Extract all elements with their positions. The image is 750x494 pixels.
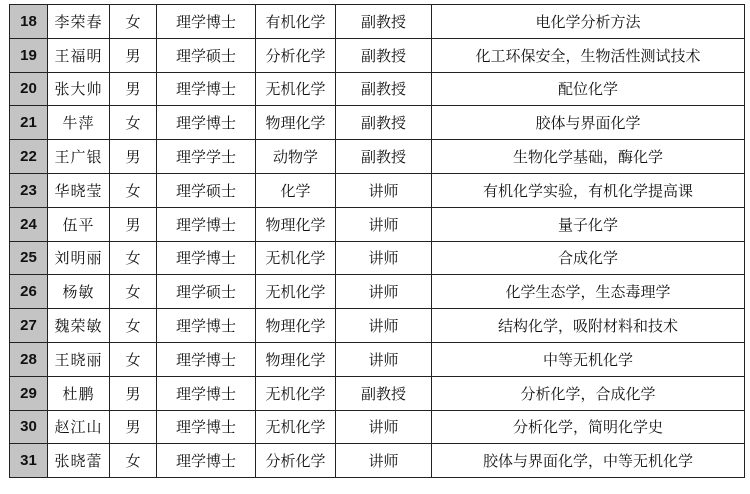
gender-cell: 女 xyxy=(110,106,157,140)
row-number-cell: 27 xyxy=(10,309,48,343)
table-row xyxy=(10,207,745,241)
name-cell: 刘明丽 xyxy=(48,241,110,275)
major-cell: 无机化学 xyxy=(256,72,336,106)
degree-cell: 理学博士 xyxy=(157,376,256,410)
row-number-cell: 26 xyxy=(10,275,48,309)
row-number-cell: 22 xyxy=(10,140,48,174)
major-cell: 物理化学 xyxy=(256,106,336,140)
name-cell: 王晓丽 xyxy=(48,342,110,376)
course-cell: 分析化学，合成化学 xyxy=(432,376,745,410)
gender-cell: 女 xyxy=(110,444,157,478)
name-cell: 伍平 xyxy=(48,207,110,241)
table-row xyxy=(10,309,745,343)
degree-cell: 理学博士 xyxy=(157,5,256,39)
gender-cell: 女 xyxy=(110,241,157,275)
gender-cell: 男 xyxy=(110,207,157,241)
degree-cell: 理学学士 xyxy=(157,140,256,174)
major-cell: 分析化学 xyxy=(256,444,336,478)
course-cell: 电化学分析方法 xyxy=(432,5,745,39)
gender-cell: 女 xyxy=(110,309,157,343)
degree-cell: 理学硕士 xyxy=(157,38,256,72)
table-row xyxy=(10,140,745,174)
name-cell: 张大帅 xyxy=(48,72,110,106)
name-cell: 赵江山 xyxy=(48,410,110,444)
course-cell: 胶体与界面化学，中等无机化学 xyxy=(432,444,745,478)
title-cell: 讲师 xyxy=(336,241,432,275)
title-cell: 讲师 xyxy=(336,173,432,207)
gender-cell: 女 xyxy=(110,173,157,207)
name-cell: 李荣春 xyxy=(48,5,110,39)
course-cell: 化学生态学，生态毒理学 xyxy=(432,275,745,309)
gender-cell: 女 xyxy=(110,275,157,309)
course-cell: 合成化学 xyxy=(432,241,745,275)
major-cell: 化学 xyxy=(256,173,336,207)
degree-cell: 理学硕士 xyxy=(157,275,256,309)
title-cell: 讲师 xyxy=(336,444,432,478)
name-cell: 张晓蕾 xyxy=(48,444,110,478)
major-cell: 分析化学 xyxy=(256,38,336,72)
row-number-cell: 19 xyxy=(10,38,48,72)
row-number-cell: 23 xyxy=(10,173,48,207)
table-row xyxy=(10,5,745,39)
course-cell: 中等无机化学 xyxy=(432,342,745,376)
name-cell: 王广银 xyxy=(48,140,110,174)
course-cell: 有机化学实验，有机化学提高课 xyxy=(432,173,745,207)
row-number-cell: 24 xyxy=(10,207,48,241)
gender-cell: 男 xyxy=(110,410,157,444)
title-cell: 副教授 xyxy=(336,38,432,72)
title-cell: 讲师 xyxy=(336,410,432,444)
table-row xyxy=(10,38,745,72)
row-number-cell: 29 xyxy=(10,376,48,410)
table-row xyxy=(10,444,745,478)
title-cell: 讲师 xyxy=(336,207,432,241)
name-cell: 魏荣敏 xyxy=(48,309,110,343)
row-number-cell: 25 xyxy=(10,241,48,275)
course-cell: 结构化学，吸附材料和技术 xyxy=(432,309,745,343)
degree-cell: 理学博士 xyxy=(157,410,256,444)
course-cell: 胶体与界面化学 xyxy=(432,106,745,140)
degree-cell: 理学博士 xyxy=(157,342,256,376)
course-cell: 量子化学 xyxy=(432,207,745,241)
table-row xyxy=(10,173,745,207)
name-cell: 牛萍 xyxy=(48,106,110,140)
degree-cell: 理学博士 xyxy=(157,207,256,241)
row-number-cell: 30 xyxy=(10,410,48,444)
row-number-cell: 20 xyxy=(10,72,48,106)
table-row xyxy=(10,376,745,410)
major-cell: 物理化学 xyxy=(256,207,336,241)
title-cell: 副教授 xyxy=(336,72,432,106)
course-cell: 生物化学基础，酶化学 xyxy=(432,140,745,174)
course-cell: 分析化学，简明化学史 xyxy=(432,410,745,444)
table-row xyxy=(10,275,745,309)
title-cell: 副教授 xyxy=(336,106,432,140)
row-number-cell: 21 xyxy=(10,106,48,140)
name-cell: 杨敏 xyxy=(48,275,110,309)
major-cell: 无机化学 xyxy=(256,376,336,410)
table-row xyxy=(10,241,745,275)
major-cell: 物理化学 xyxy=(256,309,336,343)
row-number-cell: 28 xyxy=(10,342,48,376)
name-cell: 华晓莹 xyxy=(48,173,110,207)
degree-cell: 理学博士 xyxy=(157,106,256,140)
table-row xyxy=(10,72,745,106)
gender-cell: 男 xyxy=(110,72,157,106)
major-cell: 无机化学 xyxy=(256,241,336,275)
major-cell: 无机化学 xyxy=(256,275,336,309)
degree-cell: 理学博士 xyxy=(157,72,256,106)
gender-cell: 女 xyxy=(110,342,157,376)
degree-cell: 理学硕士 xyxy=(157,173,256,207)
gender-cell: 男 xyxy=(110,376,157,410)
gender-cell: 男 xyxy=(110,38,157,72)
gender-cell: 男 xyxy=(110,140,157,174)
course-cell: 化工环保安全，生物活性测试技术 xyxy=(432,38,745,72)
row-number-cell: 18 xyxy=(10,5,48,39)
major-cell: 动物学 xyxy=(256,140,336,174)
row-number-cell: 31 xyxy=(10,444,48,478)
title-cell: 副教授 xyxy=(336,5,432,39)
name-cell: 王福明 xyxy=(48,38,110,72)
name-cell: 杜鹏 xyxy=(48,376,110,410)
major-cell: 有机化学 xyxy=(256,5,336,39)
degree-cell: 理学博士 xyxy=(157,309,256,343)
title-cell: 讲师 xyxy=(336,309,432,343)
major-cell: 物理化学 xyxy=(256,342,336,376)
degree-cell: 理学博士 xyxy=(157,444,256,478)
title-cell: 讲师 xyxy=(336,275,432,309)
title-cell: 副教授 xyxy=(336,140,432,174)
degree-cell: 理学博士 xyxy=(157,241,256,275)
title-cell: 讲师 xyxy=(336,342,432,376)
gender-cell: 女 xyxy=(110,5,157,39)
faculty-table xyxy=(9,4,745,478)
table-row xyxy=(10,410,745,444)
table-row xyxy=(10,106,745,140)
title-cell: 副教授 xyxy=(336,376,432,410)
faculty-table-body xyxy=(10,5,745,478)
course-cell: 配位化学 xyxy=(432,72,745,106)
major-cell: 无机化学 xyxy=(256,410,336,444)
table-row xyxy=(10,342,745,376)
